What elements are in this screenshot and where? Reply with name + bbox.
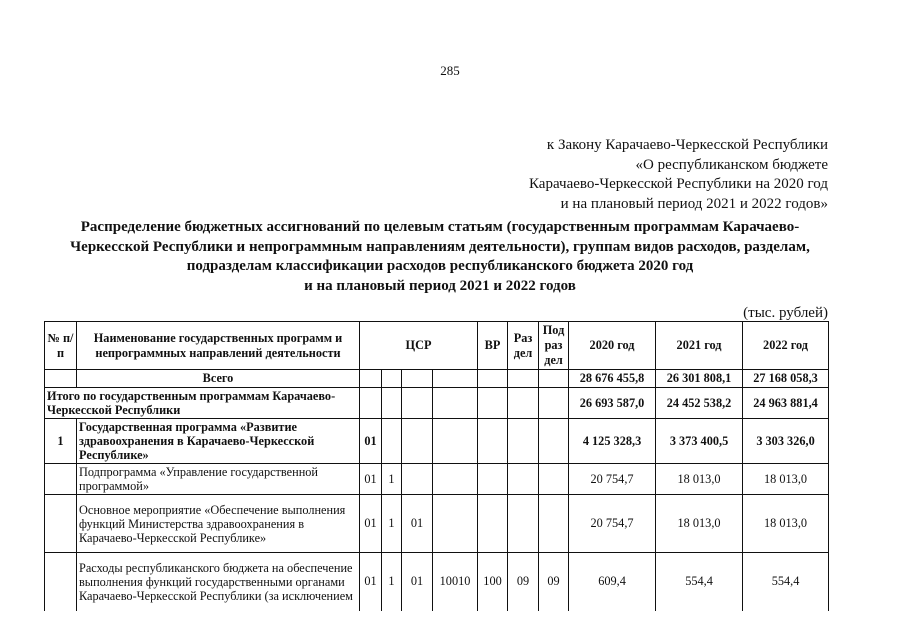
row-podrazdel — [539, 495, 569, 553]
row-csr-direction — [433, 419, 478, 464]
row-name: Основное мероприятие «Обеспечение выполнения функций Министерства здравоохранения в Карачаево-Черкесской Республике» — [77, 495, 360, 553]
header-podrazdel: Под раз дел — [539, 322, 569, 370]
title-line: и на плановый период 2021 и 2022 годов — [304, 277, 576, 294]
row-csr-event — [402, 464, 433, 495]
row-csr-direction — [433, 464, 478, 495]
header-vr: ВР — [478, 322, 508, 370]
title-line: подразделам классификации расходов республиканского бюджета 2020 год — [186, 258, 694, 274]
row-num — [45, 495, 77, 553]
row-csr-program: 01 — [360, 553, 382, 611]
row-num: 1 — [45, 419, 77, 464]
row-2022: 18 013,0 — [743, 464, 829, 495]
row-csr-subprogram — [382, 419, 402, 464]
table-row — [45, 495, 829, 553]
header-csr: ЦСР — [360, 322, 478, 370]
header-2022: 2022 год — [743, 322, 829, 370]
table-row — [45, 553, 829, 611]
title-line: Черкесской Республики и непрограммным направлениям деятельности), группам видов расходов, разделам, — [70, 238, 810, 255]
row-csr-event — [402, 419, 433, 464]
total-2022: 27 168 058,3 — [743, 370, 829, 388]
row-2022: 18 013,0 — [743, 495, 829, 553]
annex-line: Карачаево-Черкесской Республики на 2020 год — [529, 176, 828, 192]
total-2021: 26 301 808,1 — [656, 370, 743, 388]
row-podrazdel — [539, 419, 569, 464]
row-name: Государственная программа «Развитие здравоохранения в Карачаево-Черкесской Республике» — [77, 419, 360, 464]
row-2020: 609,4 — [569, 553, 656, 611]
row-csr-event: 01 — [402, 553, 433, 611]
row-2022: 554,4 — [743, 553, 829, 611]
row-2022: 3 303 326,0 — [743, 419, 829, 464]
row-csr-direction: 10010 — [433, 553, 478, 611]
row-csr-program: 01 — [360, 419, 382, 464]
row-csr-program: 01 — [360, 495, 382, 553]
row-csr-subprogram: 1 — [382, 553, 402, 611]
row-vr — [478, 419, 508, 464]
programs-total-2021: 24 452 538,2 — [656, 388, 743, 419]
units-label: (тыс. рублей) — [743, 305, 828, 321]
programs-total-2020: 26 693 587,0 — [569, 388, 656, 419]
row-vr — [478, 495, 508, 553]
row-podrazdel — [539, 464, 569, 495]
row-2021: 3 373 400,5 — [656, 419, 743, 464]
row-vr — [478, 464, 508, 495]
programs-total-label: Итого по государственным программам Карачаево-Черкесской Республики — [45, 388, 360, 419]
page-number: 285 — [440, 63, 460, 78]
row-2021: 18 013,0 — [656, 495, 743, 553]
table-row — [45, 419, 829, 464]
row-2020: 20 754,7 — [569, 495, 656, 553]
row-csr-subprogram: 1 — [382, 464, 402, 495]
header-2020: 2020 год — [569, 322, 656, 370]
programs-total-2022: 24 963 881,4 — [743, 388, 829, 419]
row-razdel — [508, 495, 539, 553]
header-num: № п/п — [45, 322, 77, 370]
row-2020: 4 125 328,3 — [569, 419, 656, 464]
header-name: Наименование государственных программ и непрограммных направлений деятельности — [77, 322, 360, 370]
row-name: Подпрограмма «Управление государственной программой» — [77, 464, 360, 495]
row-vr: 100 — [478, 553, 508, 611]
row-name: Расходы республиканского бюджета на обеспечение выполнения функций государственными органами Карачаево-Черкесской Республики (за исключением — [77, 553, 360, 611]
row-razdel: 09 — [508, 553, 539, 611]
header-razdel: Раз дел — [508, 322, 539, 370]
total-row — [45, 370, 829, 388]
row-podrazdel: 09 — [539, 553, 569, 611]
budget-table — [44, 321, 829, 611]
row-csr-direction — [433, 495, 478, 553]
total-2020: 28 676 455,8 — [569, 370, 656, 388]
programs-total-row — [45, 388, 829, 419]
row-num — [45, 464, 77, 495]
row-razdel — [508, 464, 539, 495]
total-label: Всего — [77, 370, 360, 388]
row-razdel — [508, 419, 539, 464]
row-2020: 20 754,7 — [569, 464, 656, 495]
header-2021: 2021 год — [656, 322, 743, 370]
annex-reference — [529, 136, 828, 214]
row-csr-event: 01 — [402, 495, 433, 553]
row-2021: 554,4 — [656, 553, 743, 611]
annex-line: к Закону Карачаево-Черкесской Республики — [546, 137, 828, 153]
document-title — [40, 218, 840, 296]
title-line: Распределение бюджетных ассигнований по целевым статьям (государственным программам Карачаево- — [80, 219, 800, 235]
row-2021: 18 013,0 — [656, 464, 743, 495]
annex-line: «О республиканском бюджете — [635, 156, 828, 173]
table-row — [45, 464, 829, 495]
table-header-row — [45, 322, 829, 370]
annex-line: и на плановый период 2021 и 2022 годов» — [560, 195, 828, 212]
row-csr-subprogram: 1 — [382, 495, 402, 553]
row-csr-program: 01 — [360, 464, 382, 495]
row-num — [45, 553, 77, 611]
